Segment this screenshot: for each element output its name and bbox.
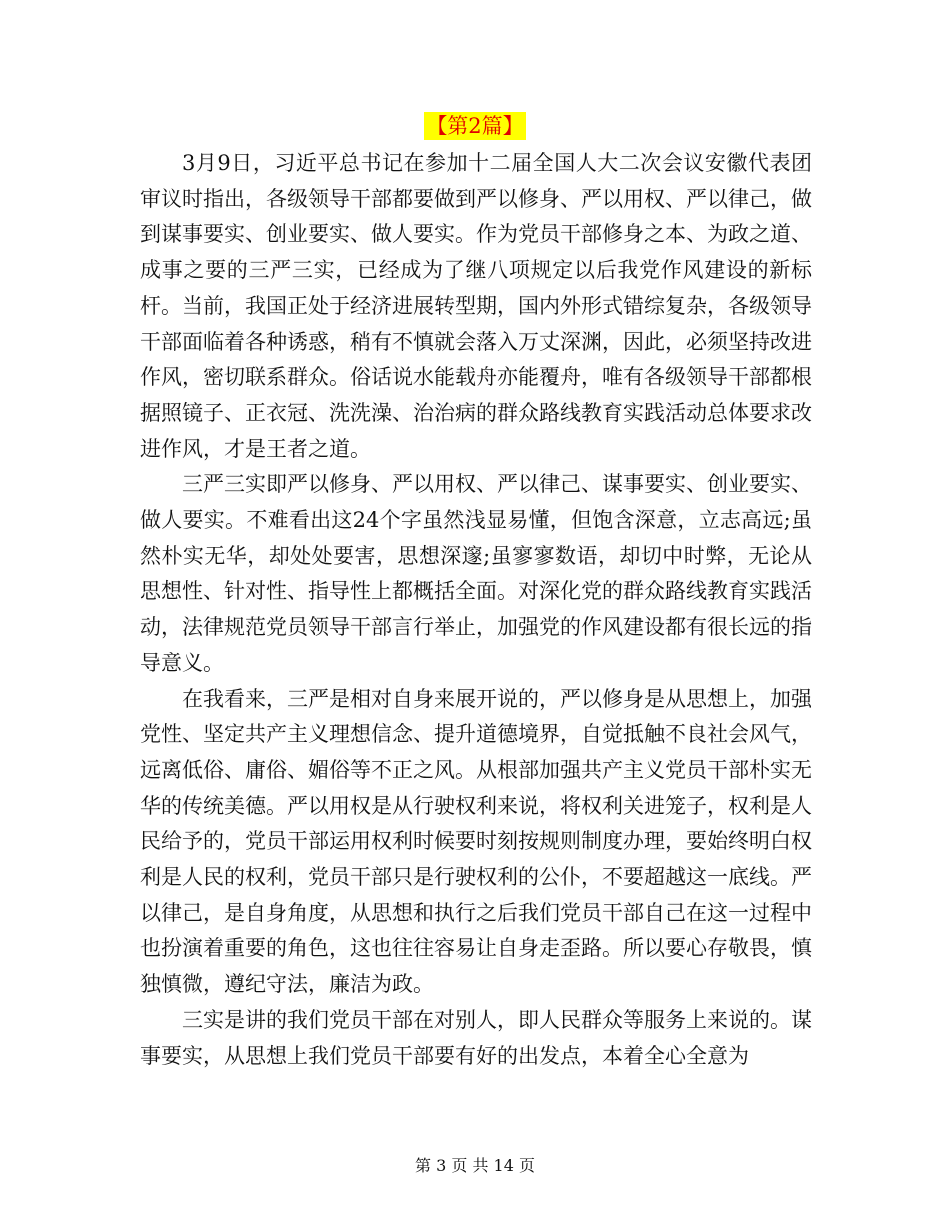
page-footer: 第 3 页 共 14 页 [415,1156,535,1175]
heading-container [0,112,950,140]
paragraph-2: 三严三实即严以修身、严以用权、严以律己、谋事要实、创业要实、做人要实。不难看出这24个字虽然浅显易懂，但饱含深意，立志高远;虽然朴实无华，却处处要害，思想深邃;虽寥寥数语，却切中时弊，无论从思想性、针对性、指导性上都概括全面。对深化党的群众路线教育实践活动，法律规范党员领导干部言行举止，加强党的作风建设都有很长远的指导意义。 [140,472,812,675]
paragraph-3: 在我看来，三严是相对自身来展开说的，严以修身是从思想上，加强党性、坚定共产主义理想信念、提升道德境界，自觉抵触不良社会风气，远离低俗、庸俗、媚俗等不正之风。从根部加强共产主义党员干部朴实无华的传统美德。严以用权是从行驶权利来说，将权利关进笼子，权利是人民给予的，党员干部运用权利时候要时刻按规则制度办理，要始终明白权利是人民的权利，党员干部只是行驶权利的公仆，不要超越这一底线。严以律己，是自身角度，从思想和执行之后我们党员干部自己在这一过程中也扮演着重要的角色，这也往往容易让自身走歪路。所以要心存敬畏，慎独慎微，遵纪守法，廉洁为政。 [140,686,812,997]
paragraph-4: 三实是讲的我们党员干部在对别人，即人民群众等服务上来说的。谋事要实，从思想上我们党员干部要有好的出发点，本着全心全意为 [140,1007,812,1068]
body-content [140,146,812,1074]
section-heading: 【第2篇】 [426,114,524,138]
paragraph-1: 3月9日，习近平总书记在参加十二届全国人大二次会议安徽代表团审议时指出，各级领导干部都要做到严以修身、严以用权、严以律己，做到谋事要实、创业要实、做人要实。作为党员干部修身之本、为政之道、成事之要的三严三实，已经成为了继八项规定以后我党作风建设的新标杆。当前，我国正处于经济进展转型期，国内外形式错综复杂，各级领导干部面临着各种诱惑，稍有不慎就会落入万丈深渊，因此，必须坚持改进作风，密切联系群众。俗话说水能载舟亦能覆舟，唯有各级领导干部都根据照镜子、正衣冠、洗洗澡、治治病的群众路线教育实践活动总体要求改进作风，才是王者之道。 [140,151,812,461]
